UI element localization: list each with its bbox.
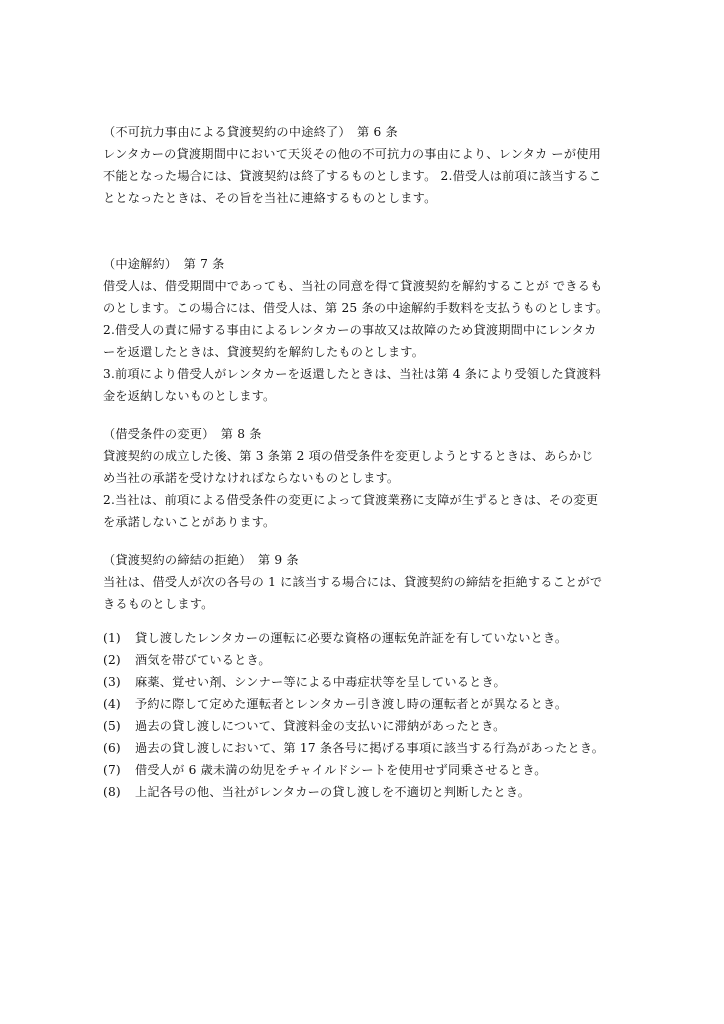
article-text-line: 金を返納しないものとします。: [103, 389, 276, 403]
list-item-text: 過去の貸し渡しについて、貸渡料金の支払いに滞納があったとき。: [135, 719, 506, 733]
article-heading: （貸渡契約の締結の拒絶） 第 9 条: [103, 553, 299, 567]
section-spacer: [103, 407, 631, 423]
list-item-text: 過去の貸し渡しにおいて、第 17 条各号に掲げる事項に該当する行為があったとき。: [135, 741, 605, 755]
list-item-text: 酒気を帯びているとき。: [135, 653, 271, 667]
article-text-line: 3.前項により借受人がレンタカーを返還したときは、当社は第 4 条により受領した貸渡料: [103, 367, 602, 381]
list-item: [103, 715, 631, 737]
list-item: [103, 759, 631, 781]
article-heading: （中途解約） 第 7 条: [103, 257, 225, 271]
list-item-text: 麻薬、覚せい剤、シンナー等による中毒症状等を呈しているとき。: [135, 675, 506, 689]
list-item-number: (1): [103, 631, 121, 645]
list-item-number: (3): [103, 675, 121, 689]
list-item: [103, 781, 631, 803]
list-item: [103, 693, 631, 715]
article-text-line: 不能となった場合には、貸渡契約は終了するものとします。 2.借受人は前項に該当するこ: [103, 169, 602, 183]
article-text-line: きるものとします。: [103, 597, 214, 611]
list-item-number: (2): [103, 653, 121, 667]
article-text-line: 2.借受人の責に帰する事由によるレンタカーの事故又は故障のため貸渡期間中にレンタカ: [103, 323, 597, 337]
list-item-number: (4): [103, 697, 121, 711]
article-8: [103, 423, 631, 533]
list-item: [103, 671, 631, 693]
list-item-text: 予約に際して定めた運転者とレンタカー引き渡し時の運転者とが異なるとき。: [135, 697, 568, 711]
list-item-number: (6): [103, 741, 121, 755]
list-item-text: 貸し渡したレンタカーの運転に必要な資格の運転免許証を有していないとき。: [135, 631, 568, 645]
document-body: [103, 121, 631, 803]
article-heading: （不可抗力事由による貸渡契約の中途終了） 第 6 条: [103, 125, 398, 139]
article-text-line: 借受人は、借受期間中であっても、当社の同意を得て貸渡契約を解約することが できるも: [103, 279, 603, 293]
list-item-text: 借受人が 6 歳未満の幼児をチャイルドシートを使用せず同乗させるとき。: [135, 763, 547, 777]
list-item: [103, 737, 631, 759]
article-text-line: 貸渡契約の成立した後、第 3 条第 2 項の借受条件を変更しようとするときは、あらかじ: [103, 449, 594, 463]
list-spacer: [103, 615, 631, 627]
list-item-text: 上記各号の他、当社がレンタカーの貸し渡しを不適切と判断したとき。: [135, 785, 531, 799]
article-6: [103, 121, 631, 209]
list-item: [103, 649, 631, 671]
list-item-number: (5): [103, 719, 121, 733]
section-spacer: [103, 533, 631, 549]
article-text-line: 当社は、借受人が次の各号の 1 に該当する場合には、貸渡契約の締結を拒絶することがで: [103, 575, 603, 589]
article-9: [103, 549, 631, 803]
article-text-line: のとします。この場合には、借受人は、第 25 条の中途解約手数料を支払うものとします。: [103, 301, 609, 315]
list-item-number: (7): [103, 763, 121, 777]
article-text-line: ととなったときは、その旨を当社に連絡するものとします。: [103, 191, 437, 205]
section-spacer: [103, 209, 631, 253]
article-heading: （借受条件の変更） 第 8 条: [103, 427, 262, 441]
article-text-line: レンタカーの貸渡期間中において天災その他の不可抗力の事由により、レンタカ ーが使用: [103, 147, 601, 161]
article-text-line: ーを返還したときは、貸渡契約を解約したものとします。: [103, 345, 425, 359]
article-text-line: を承諾しないことがあります。: [103, 515, 276, 529]
article-text-line: め当社の承諾を受けなければならないものとします。: [103, 471, 400, 485]
article-7: [103, 253, 631, 407]
list-item-number: (8): [103, 785, 121, 799]
article-text-line: 2.当社は、前項による借受条件の変更によって貸渡業務に支障が生ずるときは、その変更: [103, 493, 599, 507]
list-item: [103, 627, 631, 649]
